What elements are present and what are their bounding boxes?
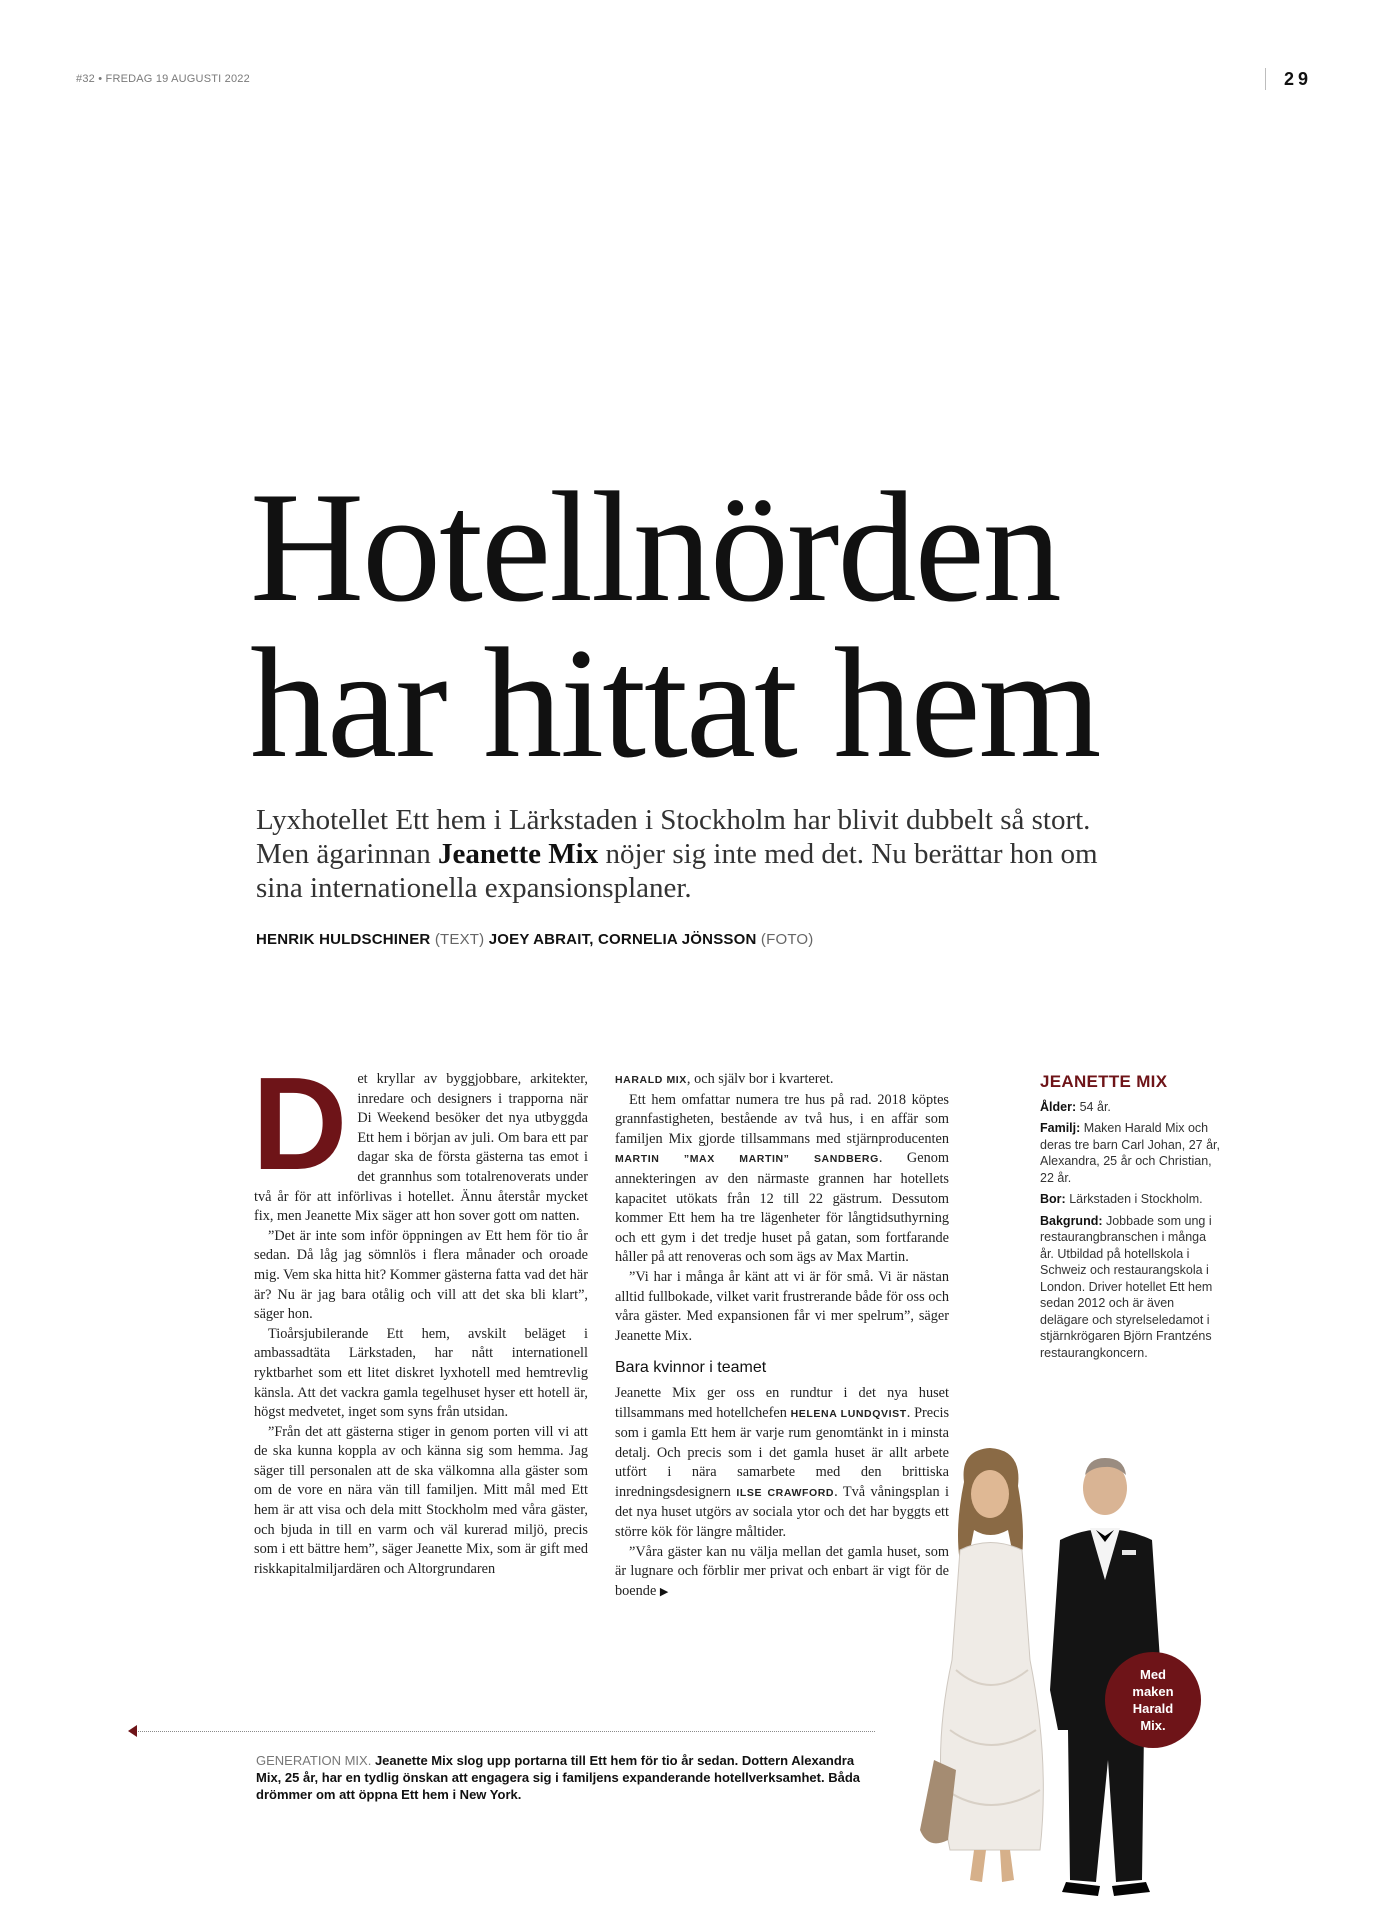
lede-part-1: Lyxhotellet Ett hem i Lärkstaden i Stockholm har blivit dubbelt så stort. Men ägarinnan (256, 804, 1091, 870)
subheading: Bara kvinnor i teamet (615, 1359, 767, 1377)
paragraph: ”Från det att gästerna stiger in genom porten vill vi att de ska kunna koppla av och känna sig som hemma. Jag säger till personalen att de ska välkomna alla gäster som om de vore en nära vän till familjen. Mitt mål med Ett hem är att visa och dela mitt Stockholm med våra gäster, och bjuda in till en varm och väl kurerad miljö, precis som i ett bättre hem”, säger Jeanette Mix, som är gift med riskkapitalmiljardären och Altorgrundaren (254, 1423, 588, 1577)
fact-home (1040, 1191, 1220, 1208)
byline-writer: HENRIK HULDSCHINER (256, 931, 431, 948)
fact-label: Bor: (1040, 1192, 1066, 1206)
text-run: Jeanette Mix ger oss en rundtur i det nya huset tillsammans med hotellchefen (615, 1384, 949, 1421)
text-run: . Precis som i gamla Ett hem är varje rum genomtänkt in i minsta detalj. Och precis som i det gamla huset är allt arbete utfört i nära samarbete med den brittiska inredningsdesignern (615, 1404, 950, 1500)
paragraph (615, 1070, 949, 1091)
article-column-1 (252, 1050, 588, 1579)
lede-part-2: nöjer sig inte med det. Nu berättar hon om sina internationella expansionsplaner. (256, 838, 1098, 904)
headline-line-1: Hotellnörden (250, 460, 1060, 635)
fact-background (1040, 1213, 1220, 1362)
text-run: , och själv bor i kvarteret. (686, 1071, 834, 1087)
paragraph (615, 1091, 949, 1268)
text-run: . Två våningsplan i det nya huset utgörs av sociala ytor och det har byggts ett större kök för längre måltider. (615, 1483, 949, 1541)
issue-date: • FREDAG 19 AUGUSTI 2022 (95, 73, 250, 85)
byline (256, 931, 813, 948)
lede (256, 803, 1116, 905)
fact-age (1040, 1099, 1220, 1116)
byline-writer-role: (TEXT) (434, 931, 485, 948)
photo-caption (256, 1752, 866, 1803)
caption-label: GENERATION MIX. (256, 1753, 372, 1768)
person-name: HELENA LUNDQVIST (790, 1407, 907, 1420)
caption-text: Jeanette Mix slog upp portarna till Ett hem för tio år sedan. Dottern Alexandra Mix, 25 år, har en tydlig önskan att engagera sig i familjens expanderande hotellverksamhet. Båda drömmer om att öppna Ett hem i New York. (256, 1753, 860, 1802)
text-run: . Genom annekteringen av den närmaste grannen har hotellets kapacitet utökats från 12 till 22 gästrum. Dessutom kommer Ett hem ha tre lägenheter för långtidsuthyrning och ett gym i det tredje huset på gatan, som fortfarande håller på att renoveras och som ägs av Max Martin. (615, 1150, 949, 1266)
fact-label: Bakgrund: (1040, 1213, 1103, 1228)
paragraph: ”Det är inte som inför öppningen av Ett hem för tio år sedan. Då låg jag sömnlös i flera månader och oroade mig. Vem ska hitta hit? Kommer gästerna fatta vad det här är? Nu är jag bara otålig och vill att det ska bli klart”, säger hon. (254, 1227, 588, 1323)
fact-value: 54 år. (1079, 1099, 1111, 1114)
fact-value: Jobbade som ung i restaurangbranschen i många år. Utbildad på hotellskola i Schweiz och restaurangskola i London. Driver hotellet Ett hem sedan 2012 och är även delägare och styrelseledamot i stjärnkrögaren Björn Frantzéns restaurangkoncern. (1040, 1213, 1213, 1360)
fact-label: Ålder: (1040, 1099, 1077, 1114)
lede-name: Jeanette Mix (438, 838, 599, 870)
person-name: ILSE CRAWFORD (736, 1486, 835, 1499)
paragraph: et kryllar av byggjobbare, arkitekter, inredare och designers i trapporna när Di Weekend besöker det nya utbyggda Ett hem i början av juli. Om bara ett par dagar ska de första gästerna tas emot i det grannhus som totalrenoverats under två år för att införlivas i hotellet. Ännu återstår mycket fix, men Jeanette Mix säger att hon sover gott om natten. (254, 1071, 588, 1225)
photo-badge (1105, 1652, 1201, 1748)
factbox-title: JEANETTE MIX (1040, 1072, 1168, 1091)
fact-label: Familj: (1040, 1121, 1081, 1135)
headline-line-2: har hittat hem (250, 616, 1100, 791)
continue-arrow-icon: ▶ (659, 1584, 669, 1598)
page-number-block (1265, 68, 1312, 90)
person-name: MARTIN ”MAX MARTIN” SANDBERG (615, 1153, 879, 1166)
fact-family (1040, 1120, 1220, 1186)
paragraph: Tioårsjubilerande Ett hem, avskilt beläget i ambassadtäta Lärkstaden, har nått internationell ryktbarhet som ett litet diskret lyxhotell med hemtrevlig känsla. Att det vackra gamla tegelhuset hyser ett hotell är, högst medvetet, inget som syns från utsidan. (254, 1325, 588, 1421)
page-number: 29 (1283, 68, 1312, 89)
byline-photo-role: (FOTO) (760, 931, 814, 948)
byline-photographers: JOEY ABRAIT, CORNELIA JÖNSSON (488, 931, 757, 948)
person-name: HARALD MIX (615, 1074, 687, 1086)
folio (76, 73, 250, 85)
text-run: Ett hem omfattar numera tre hus på rad. 2018 köptes grannfastigheten, bestående av två hus, i en affär som familjen Mix gjorde tillsammans med stjärnproducenten (615, 1091, 949, 1147)
caption-pointer-arrow-icon (128, 1725, 137, 1737)
page-number-divider (1265, 68, 1266, 90)
caption-pointer-line (130, 1731, 875, 1732)
fact-value: Maken Harald Mix och deras tre barn Carl Johan, 27 år, Alexandra, 25 år och Christian, 22 år. (1040, 1121, 1220, 1185)
text-run: ”Våra gäster kan nu välja mellan det gamla huset, som är lugnare och förblir mer privat och enbart är vigt för de boende (615, 1543, 949, 1599)
issue-number: #32 (76, 73, 95, 85)
factbox (1040, 1074, 1220, 1366)
badge-line: Med (1139, 1667, 1166, 1682)
badge-line: maken (1132, 1684, 1174, 1699)
fact-value: Lärkstaden i Stockholm. (1069, 1192, 1203, 1206)
woman-figure (920, 1448, 1043, 1882)
headline (250, 460, 1250, 791)
badge-line: Mix. (1140, 1718, 1166, 1733)
badge-line: Harald (1132, 1701, 1174, 1716)
paragraph: ”Vi har i många år känt att vi är för små. Vi är nästan alltid fullbokade, vilket varit frustrerande både för oss och våra gäster. Med expansionen får vi mer spelrum”, säger Jeanette Mix. (615, 1268, 949, 1344)
drop-cap: D (252, 1050, 348, 1197)
